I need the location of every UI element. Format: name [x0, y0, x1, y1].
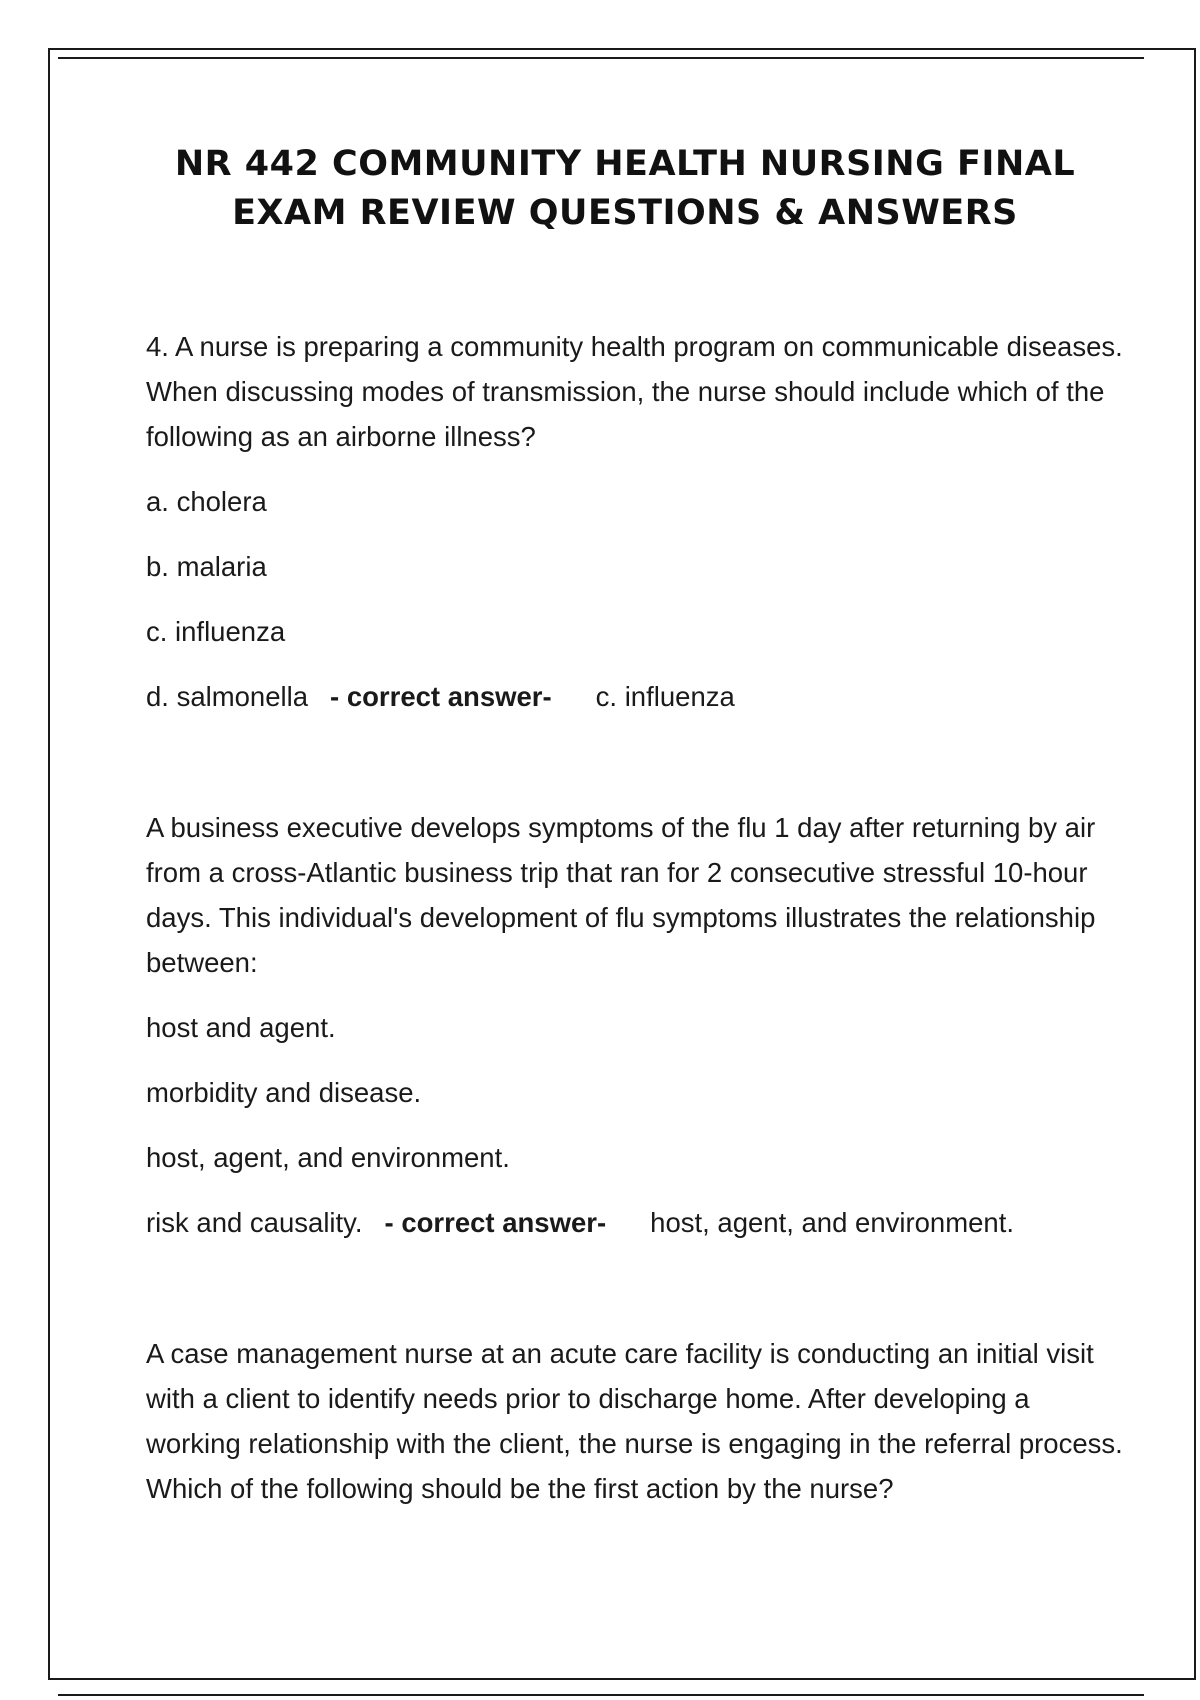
answer-option: host and agent. [146, 1012, 336, 1043]
correct-answer: c. influenza [595, 681, 735, 712]
answer-option: b. malaria [146, 551, 267, 582]
title-line-1: NR 442 COMMUNITY HEALTH NURSING FINAL [174, 144, 1076, 184]
correct-answer-label: - correct answer- [384, 1207, 607, 1238]
answer-option: host, agent, and environment. [146, 1142, 510, 1173]
answer-option-with-key [146, 674, 1126, 719]
answer-option: morbidity and disease. [146, 1077, 422, 1108]
answer-option: d. salmonella [146, 681, 309, 712]
bottom-rule [58, 1694, 1144, 1696]
correct-answer: host, agent, and environment. [650, 1207, 1015, 1238]
question-text: A business executive develops symptoms of the flu 1 day after returning by air from a cross-Atlantic business trip that ran for 2 consecutive stressful 10-hour days. This individual's development of flu symptoms illustrates the relationship between: [146, 812, 1096, 978]
title-line-2: EXAM REVIEW QUESTIONS & ANSWERS [232, 193, 1018, 233]
question-block [146, 324, 1126, 719]
answer-option: a. cholera [146, 486, 267, 517]
answer-option: risk and causality. [146, 1207, 363, 1238]
question-block [146, 1331, 1126, 1511]
answer-option: c. influenza [146, 616, 286, 647]
question-block [146, 805, 1126, 1245]
answer-option-with-key [146, 1200, 1126, 1245]
question-text: 4. A nurse is preparing a community health program on communicable diseases. When discussing modes of transmission, the nurse should include which of the following as an airborne illness? [146, 331, 1123, 452]
document-title [100, 140, 1150, 238]
question-text: A case management nurse at an acute care facility is conducting an initial visit with a client to identify needs prior to discharge home. After developing a working relationship with the client, the nurse is engaging in the referral process. Which of the following should be the first action by the nurse? [146, 1338, 1123, 1504]
document-body [146, 324, 1126, 1511]
correct-answer-label: - correct answer- [330, 681, 552, 712]
top-rule [58, 57, 1144, 59]
